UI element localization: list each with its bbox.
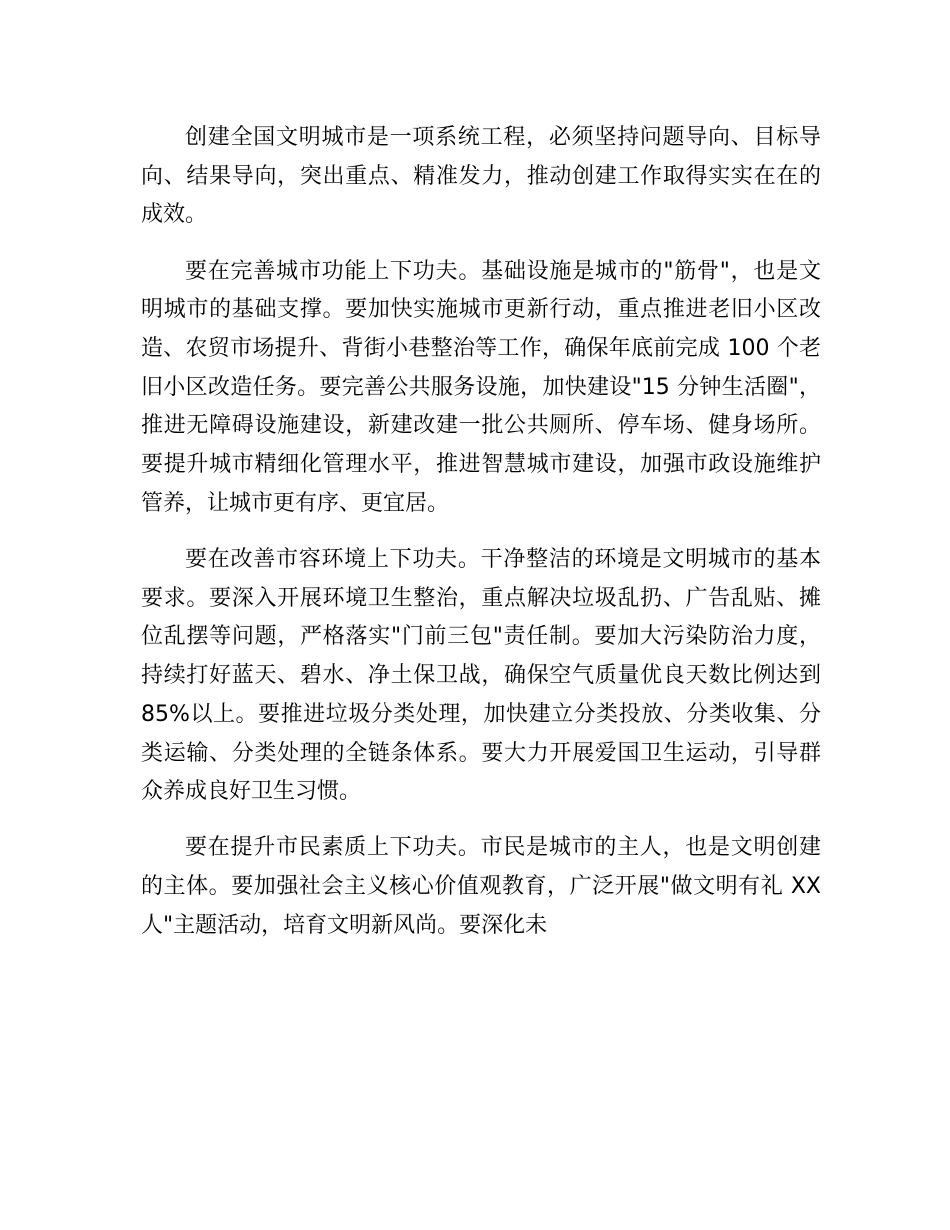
paragraph-citizen-quality: 要在提升市民素质上下功夫。市民是城市的主人，也是文明创建的主体。要加强社会主义核心价值观教育，广泛开展"做文明有礼 XX 人"主题活动，培育文明新风尚。要深化未	[141, 835, 821, 938]
document-body	[141, 119, 821, 946]
paragraph-intro: 创建全国文明城市是一项系统工程，必须坚持问题导向、目标导向、结果导向，突出重点、精准发力，推动创建工作取得实实在在的成效。	[141, 125, 821, 228]
paragraph-city-environment: 要在改善市容环境上下功夫。干净整洁的环境是文明城市的基本要求。要深入开展环境卫生整治，重点解决垃圾乱扔、广告乱贴、摊位乱摆等问题，严格落实"门前三包"责任制。要加大污染防治力度，持续打好蓝天、碧水、净土保卫战，确保空气质量优良天数比例达到 85%以上。要推进垃圾分类处理，加快建立分类投放、分类收集、分类运输、分类处理的全链条体系。要大力开展爱国卫生运动，引导群众养成良好卫生习惯。	[141, 547, 821, 805]
paragraph-city-functions: 要在完善城市功能上下功夫。基础设施是城市的"筋骨"，也是文明城市的基础支撑。要加快实施城市更新行动，重点推进老旧小区改造、农贸市场提升、背街小巷整治等工作，确保年底前完成 100 个老旧小区改造任务。要完善公共服务设施，加快建设"15 分钟生活圈"，推进无障碍设施建设，新建改建一批公共厕所、停车场、健身场所。要提升城市精细化管理水平，推进智慧城市建设，加强市政设施维护管养，让城市更有序、更宜居。	[141, 258, 821, 516]
